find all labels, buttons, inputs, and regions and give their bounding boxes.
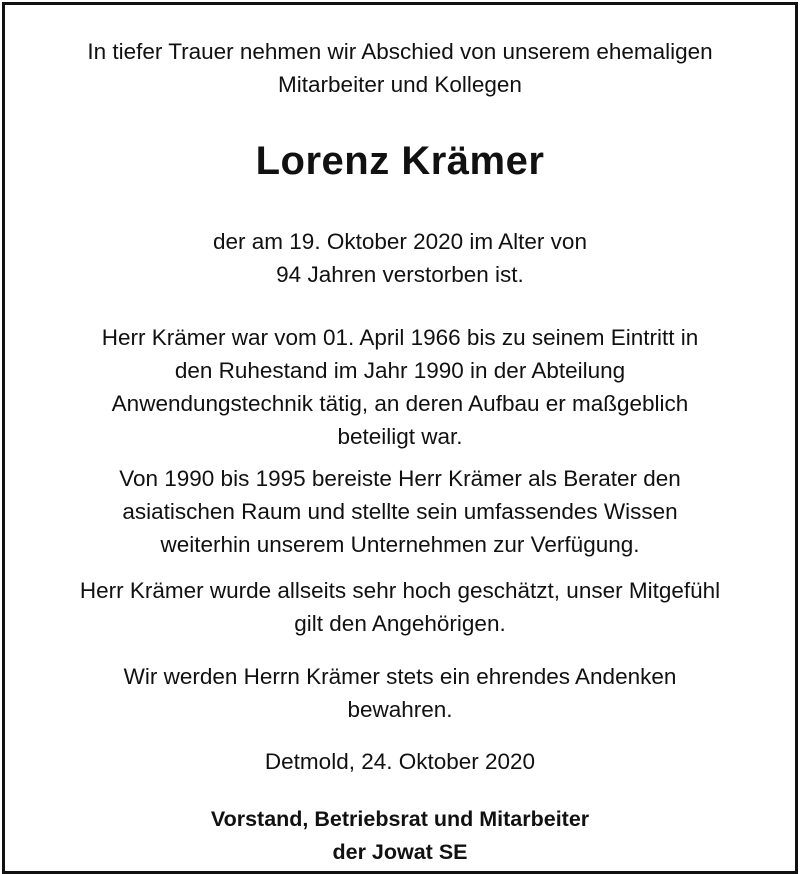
- place-date-line: Detmold, 24. Oktober 2020: [264, 749, 536, 774]
- intro-line: In tiefer Trauer nehmen wir Abschied von unserem ehemaligen: [87, 39, 713, 64]
- asia-line: Von 1990 bis 1995 bereiste Herr Krämer als Berater den: [119, 466, 681, 491]
- asia-line: weiterhin unserem Unternehmen zur Verfügung.: [160, 532, 640, 557]
- esteem-paragraph: [5, 574, 795, 640]
- death-line: der am 19. Oktober 2020 im Alter von: [213, 229, 587, 254]
- obituary-frame: [2, 2, 798, 874]
- intro-line: Mitarbeiter und Kollegen: [278, 72, 522, 97]
- career-line: Herr Krämer war vom 01. April 1966 bis zu seinem Eintritt in: [101, 325, 699, 350]
- intro-text: [5, 35, 795, 101]
- death-line: 94 Jahren verstorben ist.: [276, 262, 524, 287]
- esteem-line: gilt den Angehörigen.: [294, 611, 506, 636]
- esteem-line: Herr Krämer wurde allseits sehr hoch geschätzt, unser Mitgefühl: [79, 578, 721, 603]
- deceased-name: Lorenz Krämer: [255, 139, 545, 183]
- career-line: den Ruhestand im Jahr 1990 in der Abteilung: [174, 358, 626, 383]
- death-statement: [5, 225, 795, 291]
- career-paragraph: [5, 321, 795, 453]
- memory-paragraph: [5, 660, 795, 726]
- career-line: beteiligt war.: [337, 424, 463, 449]
- memory-line: bewahren.: [347, 697, 453, 722]
- career-line: Anwendungstechnik tätig, an deren Aufbau er maßgeblich: [111, 391, 689, 416]
- signature: [5, 803, 795, 869]
- signature-line: Vorstand, Betriebsrat und Mitarbeiter: [210, 807, 590, 831]
- memory-line: Wir werden Herrn Krämer stets ein ehrendes Andenken: [123, 664, 677, 689]
- place-date: [5, 745, 795, 778]
- asia-line: asiatischen Raum und stellte sein umfassendes Wissen: [122, 499, 678, 524]
- asia-paragraph: [5, 462, 795, 561]
- signature-line: der Jowat SE: [332, 840, 468, 864]
